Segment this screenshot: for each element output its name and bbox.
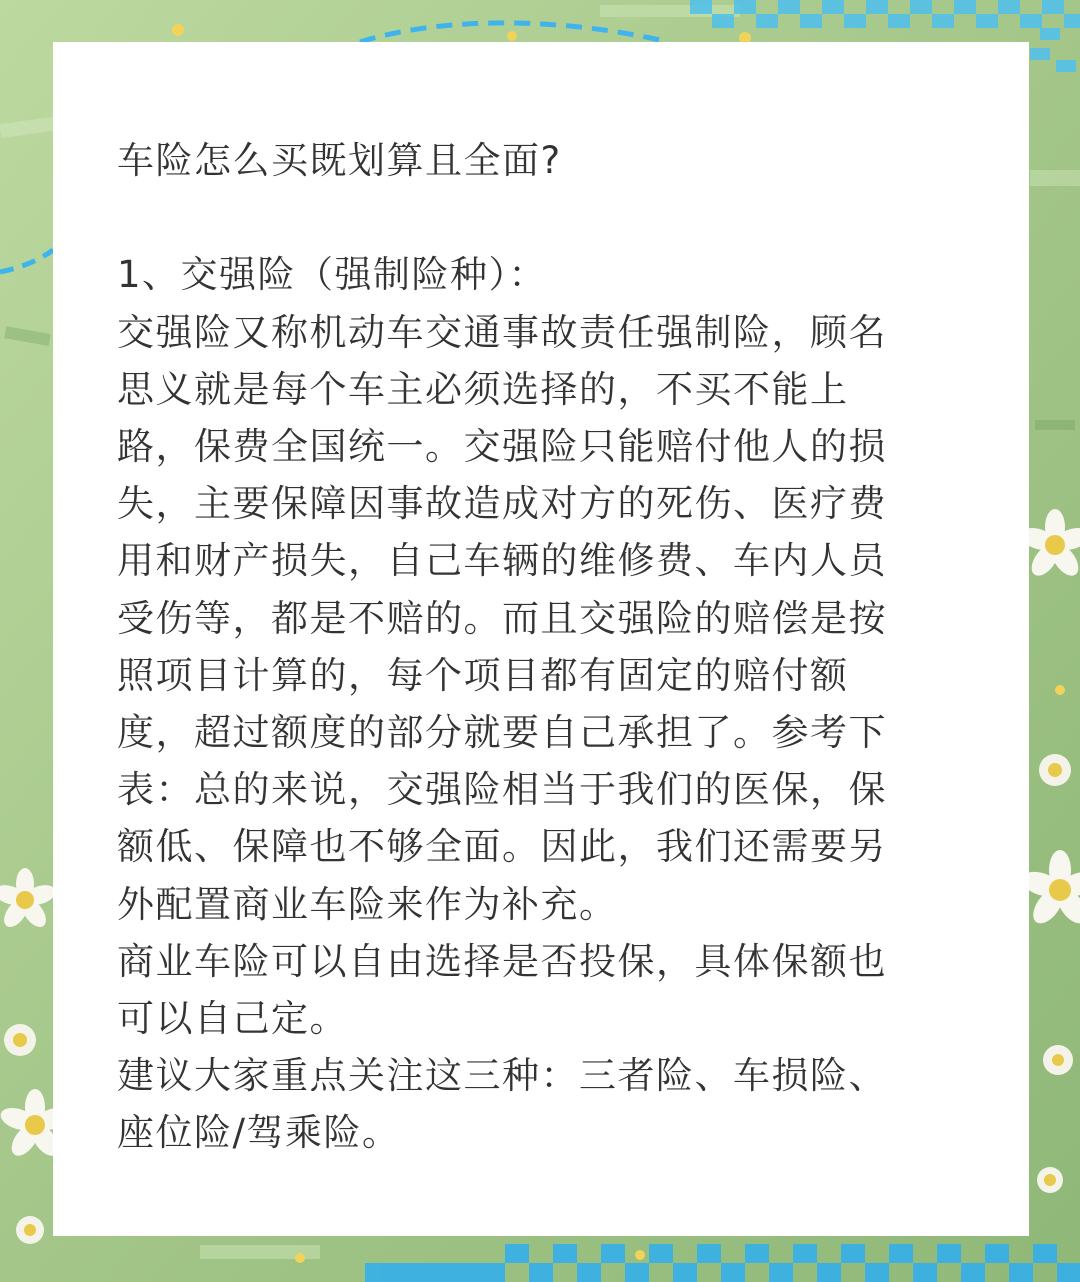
article-card <box>53 42 1029 1236</box>
blank-line <box>117 189 947 246</box>
article-body <box>117 304 947 1162</box>
article-title: 车险怎么买既划算且全面? <box>117 139 562 182</box>
body-line: 受伤等，都是不赔的。而且交强险的赔偿是按 <box>117 596 887 640</box>
body-line: 照项目计算的，每个项目都有固定的赔付额 <box>117 653 849 697</box>
section-heading: 1、交强险（强制险种）： <box>117 253 548 297</box>
body-line: 建议大家重点关注这三种：三者险、车损险、 <box>117 1054 887 1098</box>
body-line: 失，主要保障因事故造成对方的死伤、医疗费 <box>117 482 887 526</box>
body-line: 外配置商业车险来作为补充。 <box>117 882 618 926</box>
body-line: 座位险/驾乘险。 <box>117 1111 401 1155</box>
article-content <box>117 132 947 1162</box>
body-line: 额低、保障也不够全面。因此，我们还需要另 <box>117 825 887 869</box>
body-line: 路，保费全国统一。交强险只能赔付他人的损 <box>117 425 887 468</box>
body-line: 可以自己定。 <box>117 997 348 1041</box>
body-line: 度，超过额度的部分就要自己承担了。参考下 <box>117 711 887 755</box>
body-line: 交强险又称机动车交通事故责任强制险，顾名 <box>117 310 887 354</box>
body-line: 用和财产损失，自己车辆的维修费、车内人员 <box>117 539 887 583</box>
body-line: 商业车险可以自由选择是否投保，具体保额也 <box>117 939 887 983</box>
body-line: 表：总的来说，交强险相当于我们的医保，保 <box>117 768 887 812</box>
body-line: 思义就是每个车主必须选择的，不买不能上 <box>117 367 849 411</box>
